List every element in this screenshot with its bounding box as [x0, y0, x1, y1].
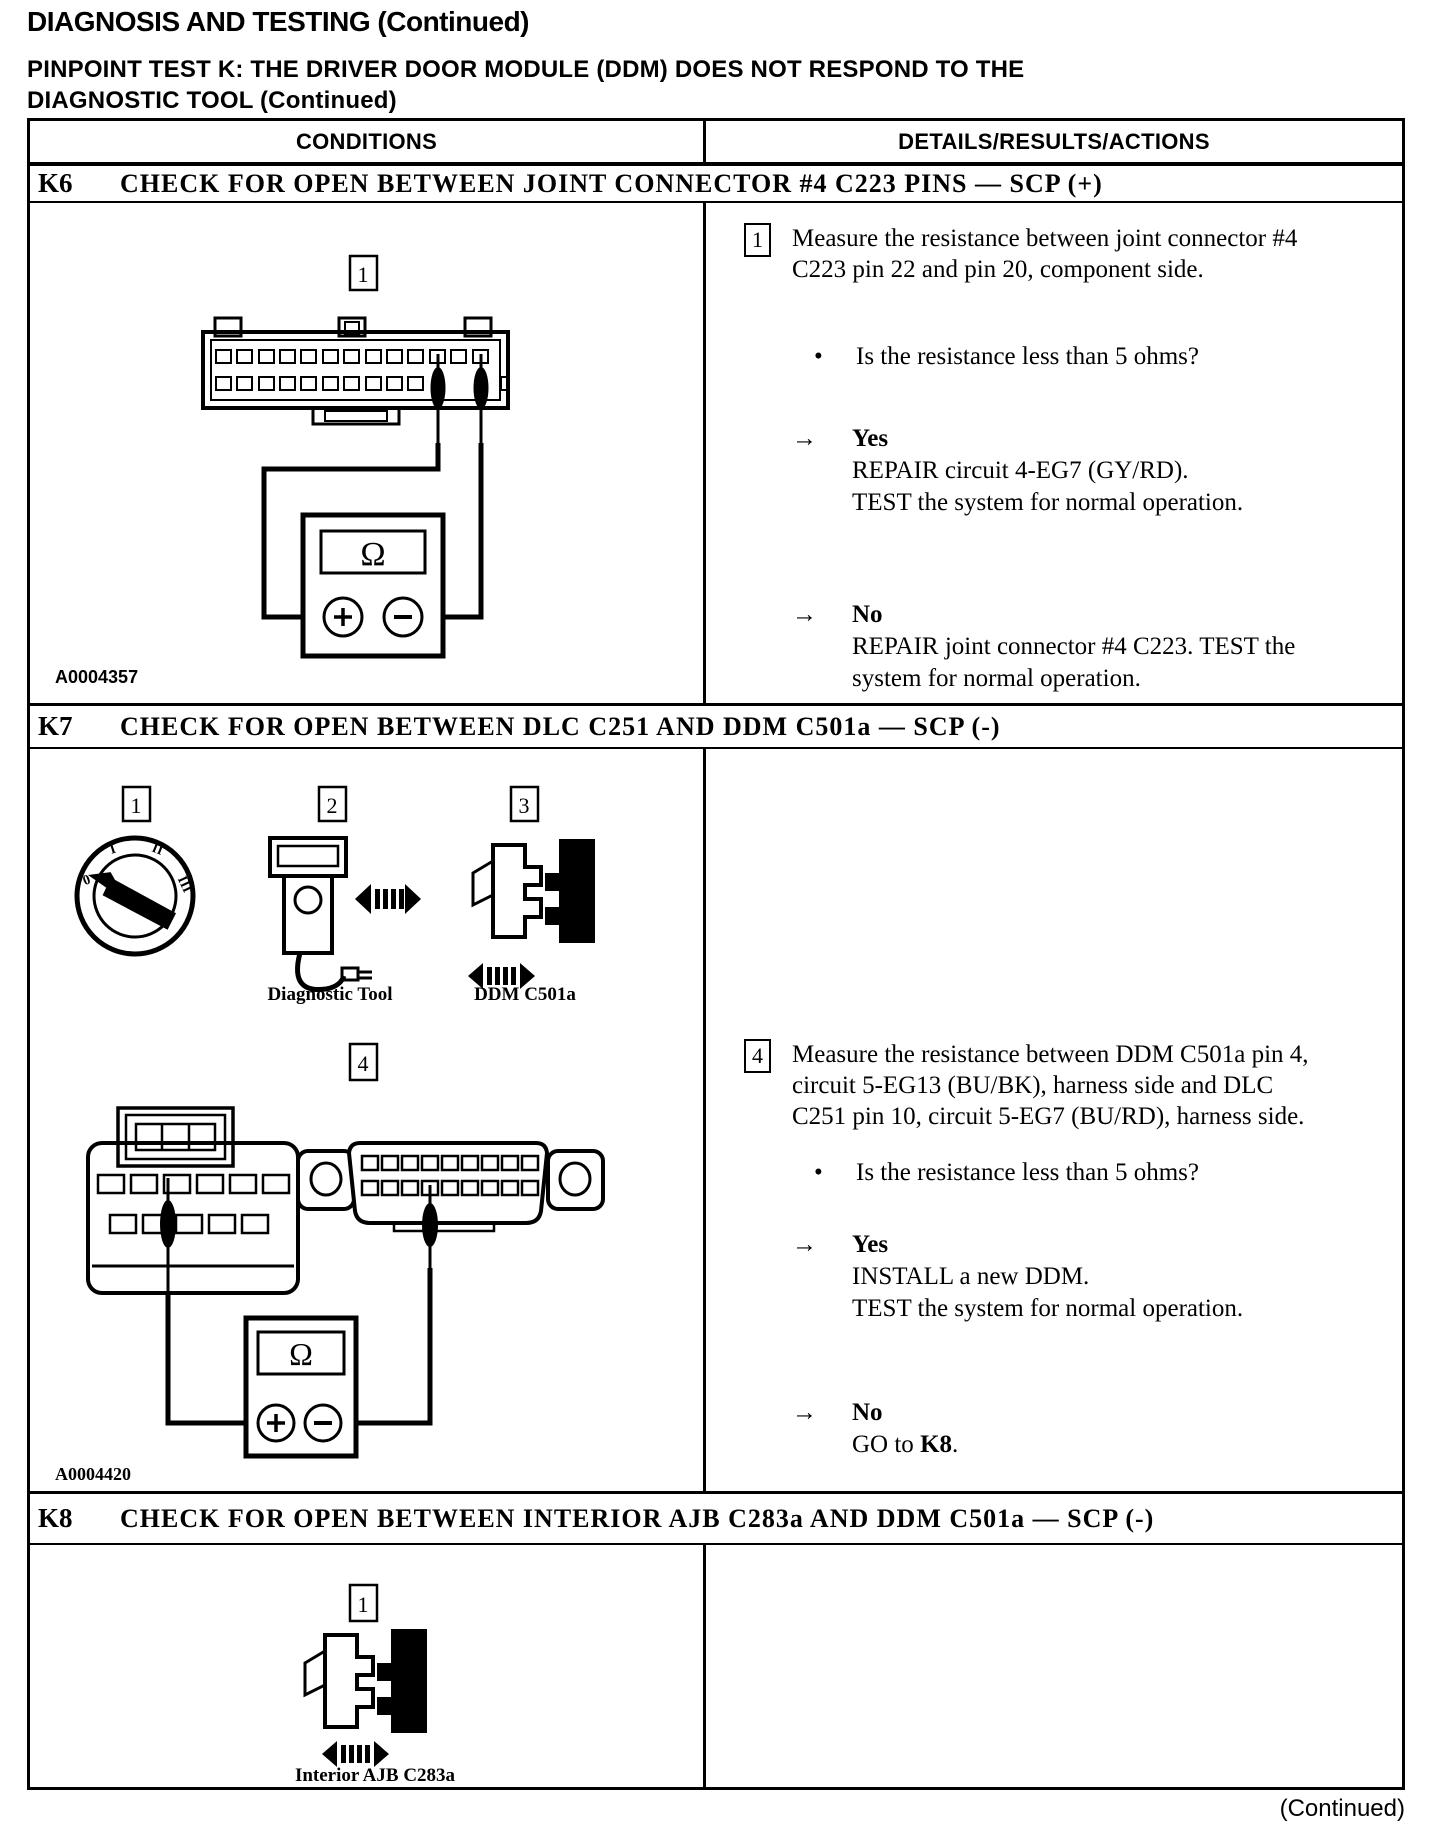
k6-yes-branch: → Yes REPAIR circuit 4-EG7 (GY/RD). TEST the system for normal operation. [792, 423, 1243, 519]
ohmmeter-icon [246, 1318, 356, 1456]
probe-icon [431, 354, 489, 443]
k7-instruction: Measure the resistance between DDM C501a pin 4, circuit 5-EG13 (BU/BK), harness side and DLC C251 pin 10, circuit 5-EG7 (BU/RD), harness side. [792, 1041, 1309, 1130]
k8-conditions-cell [30, 1545, 706, 1787]
svg-text:1: 1 [357, 262, 369, 287]
k7-figure [30, 749, 703, 1491]
svg-text:Ω: Ω [289, 1336, 313, 1372]
diagnostic-tool-icon [270, 838, 372, 990]
k8-step-title: CHECK FOR OPEN BETWEEN INTERIOR AJB C283a AND DDM C501a — SCP (-) [120, 1503, 1155, 1533]
ajb-connector-icon [305, 1629, 427, 1733]
k6-step1-box: 1 [744, 223, 771, 257]
ddm-connector-icon [473, 839, 595, 943]
page-title: DIAGNOSIS AND TESTING (Continued) [27, 6, 529, 37]
k8-details-cell [706, 1545, 1402, 1787]
svg-text:III: III [173, 873, 195, 896]
ajb-connector-label: Interior AJB C283a [294, 1765, 456, 1786]
svg-text:3: 3 [518, 793, 530, 818]
k6-step-title: CHECK FOR OPEN BETWEEN JOINT CONNECTOR #4 C223 PINS — SCP (+) [120, 168, 1103, 198]
arrow-icon: → [792, 425, 817, 452]
k7-step-id: K7 [38, 711, 73, 741]
k7-yes-branch: → Yes INSTALL a new DDM. TEST the system for normal operation. [792, 1229, 1243, 1325]
conditions-header-cell [30, 121, 706, 162]
footer-continued: (Continued) [1279, 1795, 1405, 1822]
arrow-icon: → [792, 1231, 817, 1258]
disconnect-arrows-icon [355, 884, 421, 914]
row-k7-title [30, 705, 1402, 749]
k7-conditions-cell [30, 749, 706, 1491]
k7-no-branch: → No GO to K8. [792, 1397, 958, 1461]
svg-text:0: 0 [80, 872, 93, 889]
k6-details-cell [706, 203, 1402, 703]
table-header-row [30, 121, 1402, 165]
ddm-connector-label: DDM C501a [474, 984, 576, 1005]
svg-text:1: 1 [130, 793, 142, 818]
page-subtitle-line2: DIAGNOSTIC TOOL (Continued) [27, 87, 397, 114]
page-subtitle [27, 54, 1227, 116]
k8-figure [30, 1545, 703, 1787]
k6-figure-id: A0004357 [55, 667, 139, 687]
svg-text:Ω: Ω [360, 536, 386, 573]
k7-question: • Is the resistance less than 5 ohms? [814, 1159, 1199, 1186]
k8-step-id: K8 [38, 1503, 73, 1533]
ignition-switch-icon [77, 838, 194, 954]
conditions-header: CONDITIONS [295, 128, 438, 154]
k6-figure [30, 203, 703, 703]
disconnect-arrows-icon [322, 1741, 389, 1767]
bullet-icon: • [814, 343, 823, 370]
k6-no-branch: → No REPAIR joint connector #4 C223. TEST the system for normal operation. [792, 599, 1295, 695]
k7-step4-box: 4 [744, 1039, 771, 1073]
k7-figure-id: A0004420 [55, 1464, 131, 1484]
row-k8-title [30, 1493, 1402, 1545]
arrow-icon: → [792, 601, 817, 628]
k6-question: • Is the resistance less than 5 ohms? [814, 343, 1199, 370]
k7-callout-boxes [123, 787, 538, 821]
k6-conditions-cell [30, 203, 706, 703]
k6-callout-box [350, 256, 377, 290]
diagnostic-tool-label: Diagnostic Tool [267, 984, 393, 1005]
k7-step-title: CHECK FOR OPEN BETWEEN DLC C251 AND DDM C501a — SCP (-) [120, 711, 1001, 741]
row-k7-body [30, 749, 1402, 1493]
ddm-harness-connector-icon [88, 1108, 298, 1293]
svg-text:1: 1 [357, 1592, 369, 1617]
pinpoint-test-table [27, 118, 1405, 1790]
k7-callout4-box [350, 1044, 377, 1080]
svg-text:II: II [149, 840, 166, 859]
svg-text:4: 4 [357, 1051, 369, 1076]
row-k6-title [30, 165, 1402, 203]
page-subtitle-line1: PINPOINT TEST K: THE DRIVER DOOR MODULE (DDM) DOES NOT RESPOND TO THE [27, 56, 1025, 83]
arrow-icon: → [792, 1399, 817, 1426]
k6-instruction: Measure the resistance between joint connector #4 C223 pin 22 and pin 20, component side. [792, 225, 1298, 283]
k8-callout-box [350, 1585, 377, 1621]
details-header-cell [706, 121, 1402, 162]
row-k6-body [30, 203, 1402, 705]
joint-connector-icon [203, 318, 508, 443]
details-header: DETAILS/RESULTS/ACTIONS [898, 128, 1210, 154]
k7-details-cell [706, 749, 1402, 1491]
svg-text:2: 2 [326, 793, 338, 818]
probe-icon [160, 1178, 176, 1293]
k6-step-id: K6 [38, 168, 73, 198]
row-k8-body [30, 1545, 1402, 1787]
bullet-icon: • [814, 1159, 823, 1186]
dlc-connector-icon [298, 1143, 603, 1268]
ohmmeter-icon [303, 515, 443, 656]
svg-text:I: I [108, 841, 118, 858]
